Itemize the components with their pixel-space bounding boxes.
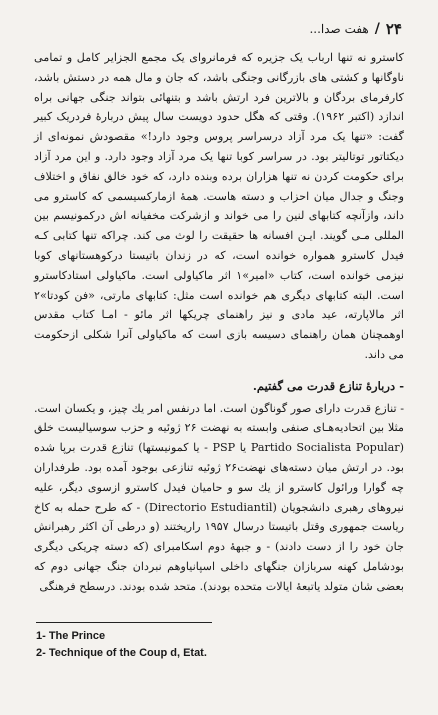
paragraph: - تنازع قدرت دارای صور گوناگون است. اما درنفس امر یك چیز، و یکسان است. مثلا بین اتحادیه‌هـای صنفی وابسته به نهضت ۲۶ ژوئیه و حزب سوسیالیست خلق (Partido Socialista Popular یا PSP - یا کمونیستها) تنازع قدرت برپا شده بود. در ارتش میان دسته‌های نهضت۲۶ ژوئیه تنازعی بوجود آمده بود. طرفداران چه گوارا ورائول کاسترو از یك سو و حامیان فیدل کاسترو ازسوی دیگر، علیه نیروهای رهبری دانشجویان (Directorio Estudiantil) - که طرح حمله به کاخ ریاست جمهوری وقتل باتیستا درسال ۱۹۵۷ راریختند (و درطی آن اکثر رهبرانش جان خود را از دست دادند) - و جبههٔ دوم اسکامبرای (که دسته چریکی دیگری بودشامل کهنه سربازان جنگهای داخلی اسپانیاوهم نبردان جنگ جهانی دوم که بعضی شان متولد یاتبعهٔ ایالات متحده بودند). متحد شده بودند. درسطح فرهنگی [34, 401, 405, 593]
paragraph: کاسترو نه تنها ارباب یک جزیره که فرمانروای یک مجمع الجزایر کامل و تمامی ناوگانها و کشتی های بازرگانی وجنگی باشد، که جان و مال همه در دستش باشد، کارفرمای بردگان و بالاترین فرد ارتش باشد و بتنهائی بتواند جنگی جهانی براه اندازد (اکتبر ۱۹۶۲). وقتی که هگل حدود دویست سال پیش دربارهٔ فردریک کبیر گفت: «تنها یک مرد آزاد درسراسر پروس وجود دارد!» مقصودش نمونه‌ای از دیکتاتور توتالیتر بود. در سراسر کوبا تنها یک مرد آزاد وجود دارد. و این مرد آزاد برای حکومت کردن نه تنها هزاران برده وبنده دارد، که خود خالق نفاق و اختلاف وجنگ و جدال میان احزاب و دسته هاست. همهٔ ازمارکسیسمی که کاسترو می داند، وازآنچه کتابهای لنین را می خواند و ازشرکت مخفیانه اش درکمونیسم بین المللی مـی گویند. ایـن افسانه ها حقیقت را لوث می کند. چراکه تنها کتابی کـه فیدل کاسترو همواره خوانده است، که در زندان باتیستا درکوهستانهای کوبا نیزمی خوانده است، کتاب «امیر»۱ اثر ماکیاولی است. ماکیاولی استادکاسترو است. البته کتابهای دیگری هم خوانده است مثل: کتابهای مارتی، «فن کودتا»۲ اثر مالاپارته، عید مادی و نیز راهنمای چریکها اثر مائو - امـا کتاب مقدس اوهمچنان همان راهنمای دسیسه بازی است که ماکیاولی آنرا شکلی ازحکومت می داند. [34, 51, 404, 361]
body-text [34, 48, 404, 597]
page-header [36, 18, 402, 40]
footnotes [36, 628, 402, 662]
page-number: ۲۴ [385, 20, 402, 38]
header-separator: / [374, 21, 380, 37]
section-subheading: - دربارهٔ تنازع قدرت می گفتیم. [252, 378, 404, 393]
footnote-divider [36, 622, 212, 623]
footnote: 2- Technique of the Coup d, Etat. [36, 647, 207, 659]
footnote: 1- The Prince [36, 630, 106, 642]
running-title: هفت صدا... [309, 22, 369, 36]
